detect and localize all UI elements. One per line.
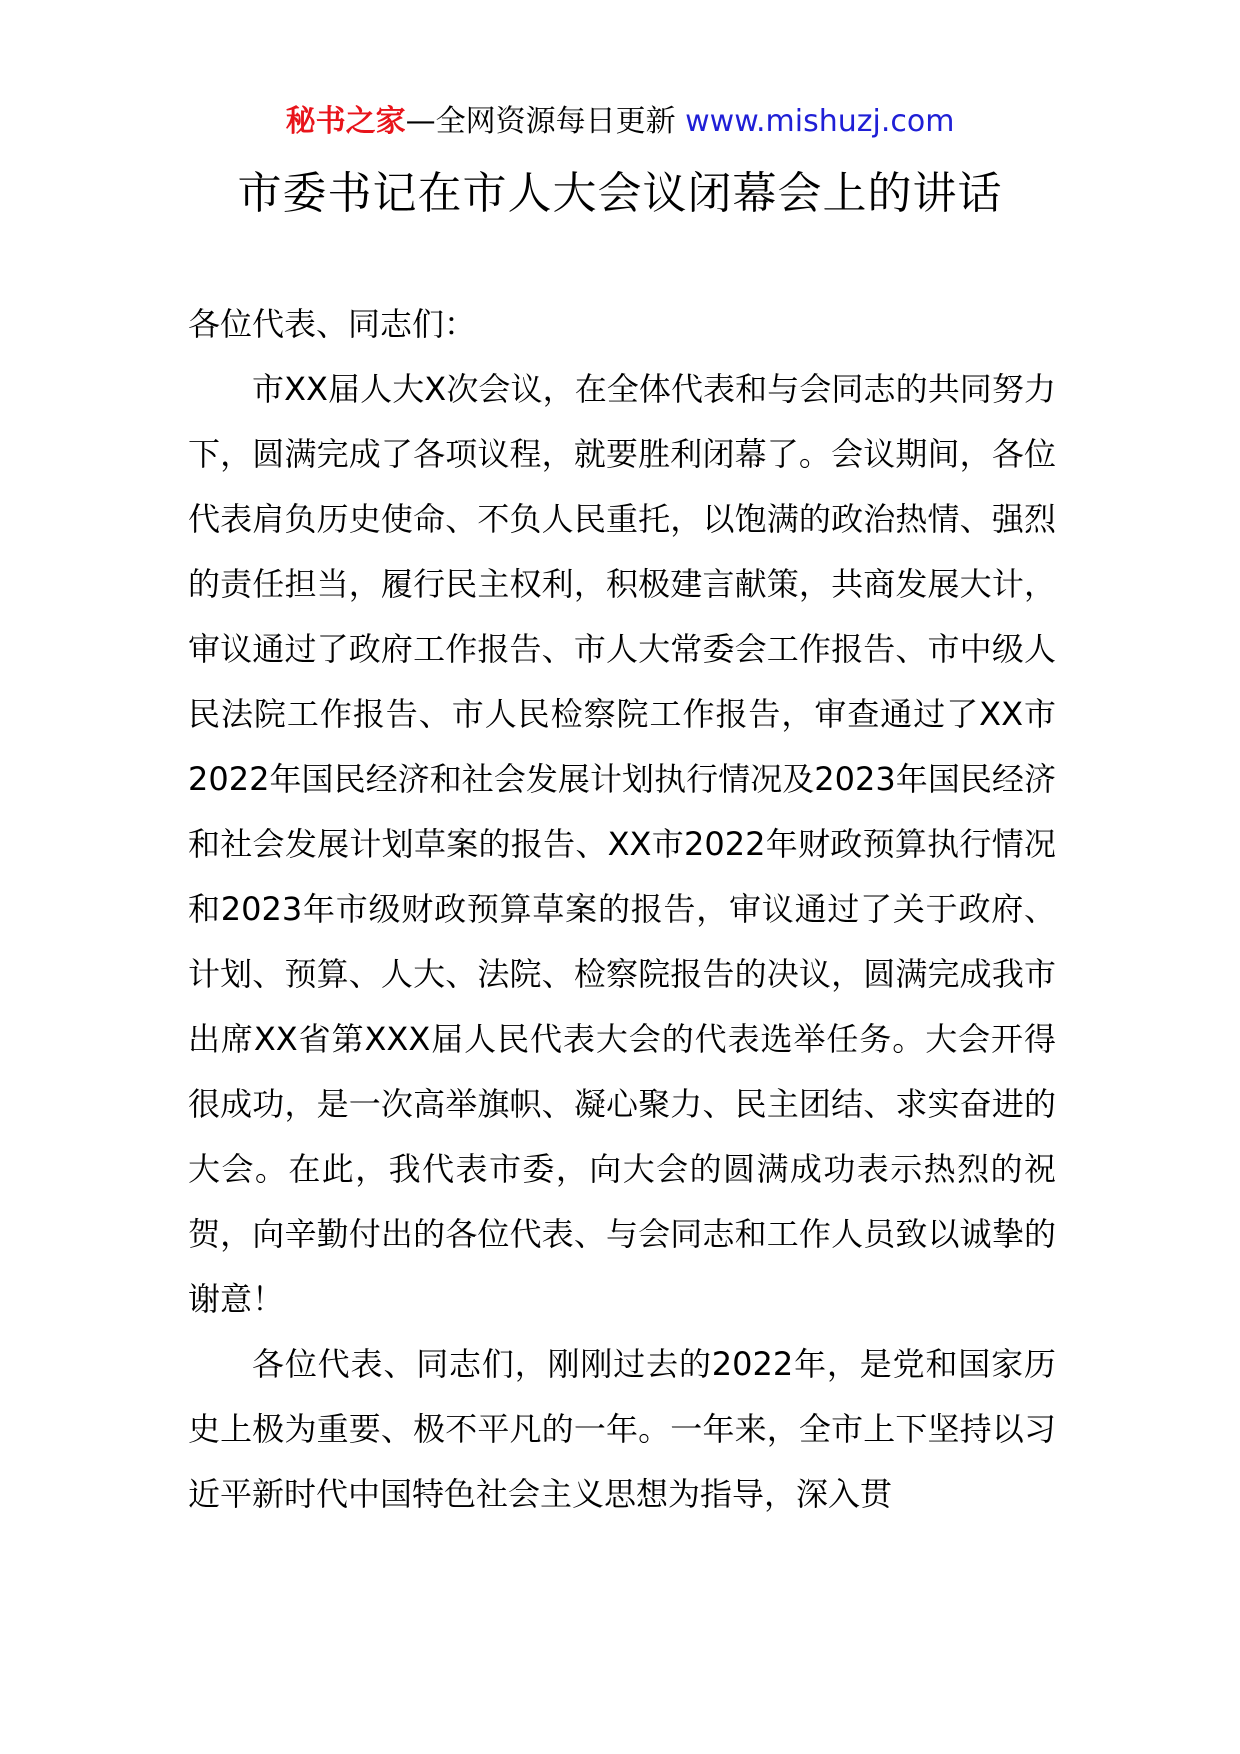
document-title: 市委书记在市人大会议闭幕会上的讲话 (237, 168, 1003, 219)
header-tagline: —全网资源每日更新 (405, 104, 676, 139)
document-body (188, 292, 1056, 1527)
site-url-link[interactable]: www.mishuzj.com (685, 104, 955, 139)
paragraph-1: 市XX届人大X次会议，在全体代表和与会同志的共同努力下，圆满完成了各项议程，就要胜利闭幕了。会议期间，各位代表肩负历史使命、不负人民重托，以饱满的政治热情、强烈的责任担当，履行民主权利，积极建言献策，共商发展大计，审议通过了政府工作报告、市人大常委会工作报告、市中级人民法院工作报告、市人民检察院工作报告，审查通过了XX市2022年国民经济和社会发展计划执行情况及2023年国民经济和社会发展计划草案的报告、XX市2022年财政预算执行情况和2023年市级财政预算草案的报告，审议通过了关于政府、计划、预算、人大、法院、检察院报告的决议，圆满完成我市出席XX省第XXX届人民代表大会的代表选举任务。大会开得很成功，是一次高举旗帜、凝心聚力、民主团结、求实奋进的大会。在此，我代表市委，向大会的圆满成功表示热烈的祝贺，向辛勤付出的各位代表、与会同志和工作人员致以诚挚的谢意！ (188, 370, 1056, 1318)
paragraph-2: 各位代表、同志们，刚刚过去的2022年，是党和国家历史上极为重要、极不平凡的一年。一年来，全市上下坚持以习近平新时代中国特色社会主义思想为指导，深入贯 (188, 1345, 1056, 1513)
site-header (0, 102, 1240, 142)
brand-name: 秘书之家 (285, 104, 406, 139)
salutation: 各位代表、同志们： (188, 305, 477, 343)
